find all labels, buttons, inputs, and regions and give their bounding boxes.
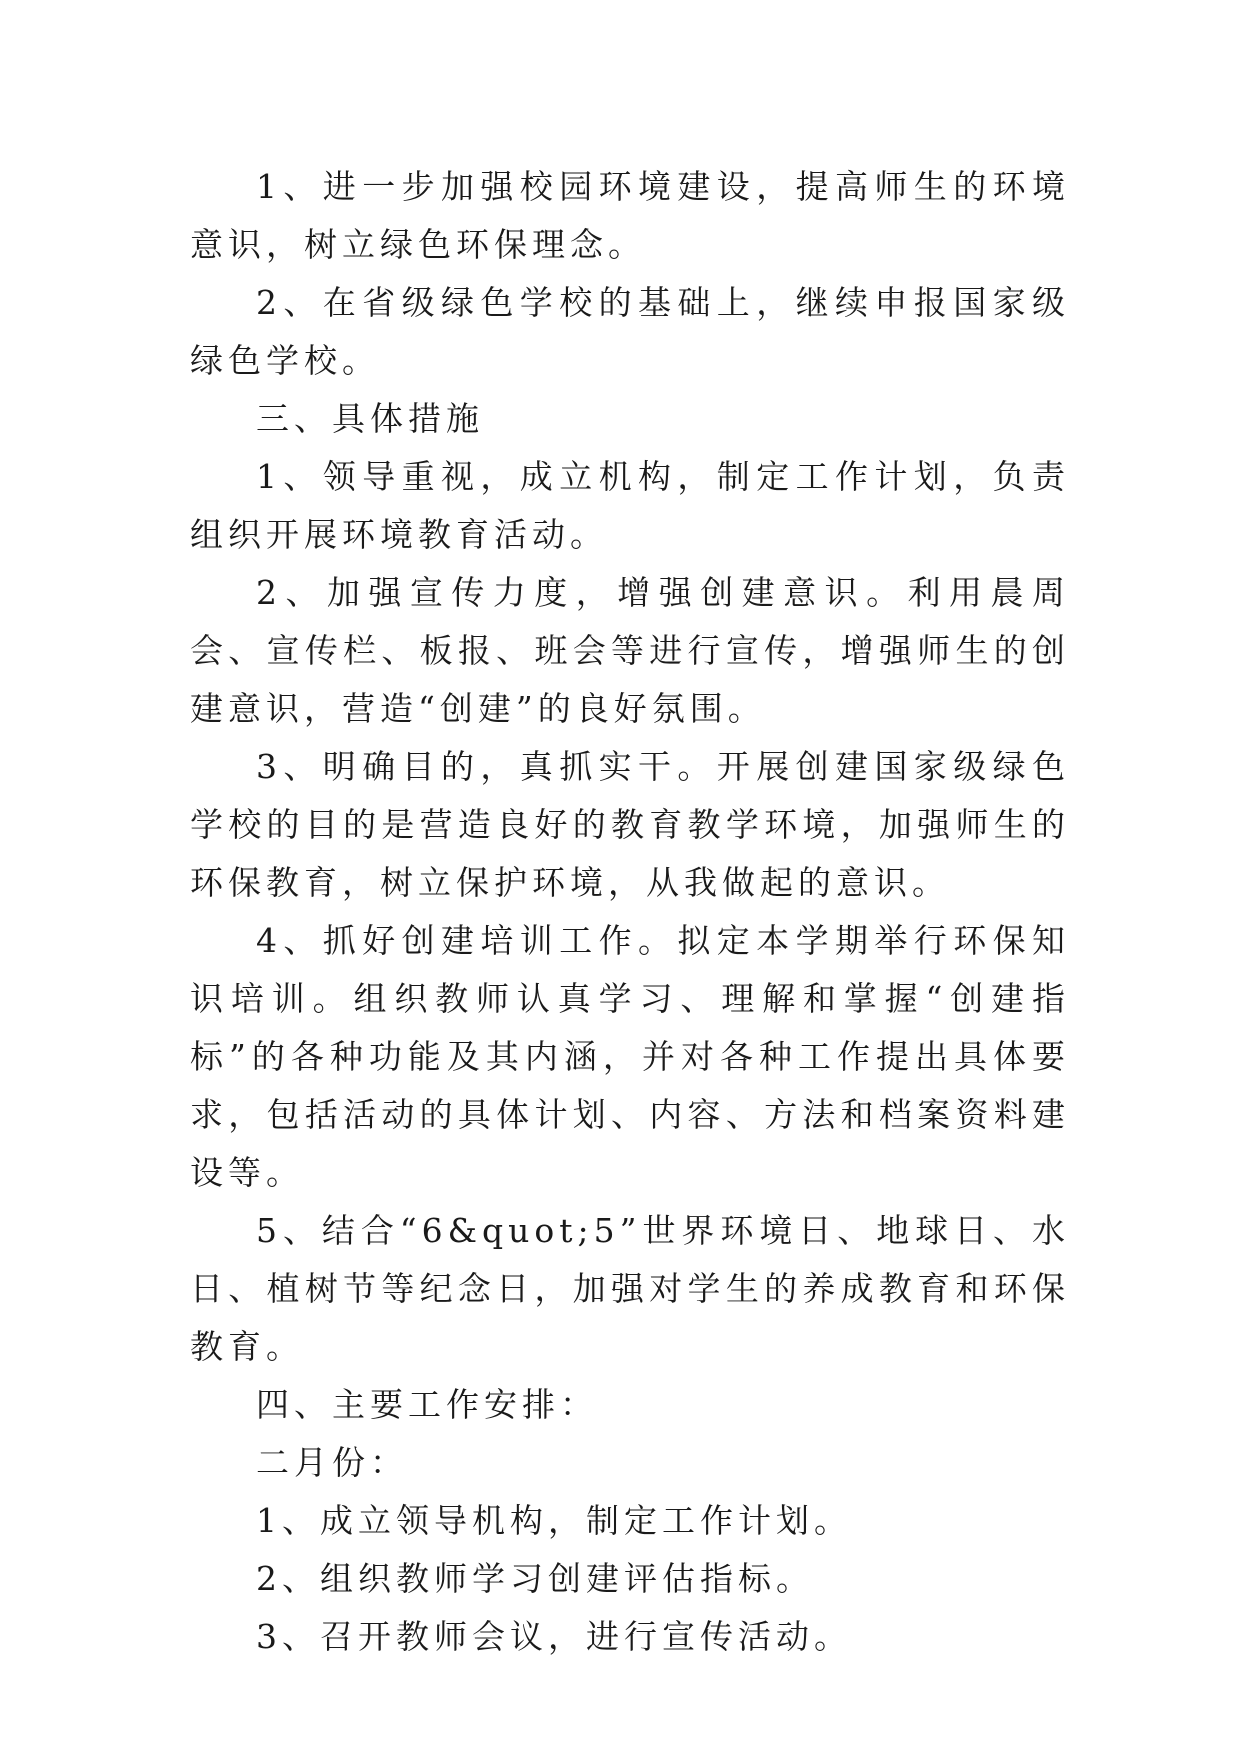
paragraph-goal-1: 1、进一步加强校园环境建设，提高师生的环境意识，树立绿色环保理念。 [190,167,1070,264]
document-body [190,158,1070,1666]
paragraph-measure-2: 2、加强宣传力度，增强创建意识。利用晨周会、宣传栏、板报、班会等进行宣传，增强师生的创建意识，营造“创建”的良好氛围。 [190,573,1070,728]
paragraph-measure-1: 1、领导重视，成立机构，制定工作计划，负责组织开展环境教育活动。 [190,457,1070,554]
paragraph-goal-2: 2、在省级绿色学校的基础上，继续申报国家级绿色学校。 [190,283,1070,380]
paragraph-measure-5: 5、结合“6&quot;5”世界环境日、地球日、水日、植树节等纪念日，加强对学生的养成教育和环保教育。 [190,1211,1070,1366]
paragraph-measure-3: 3、明确目的，真抓实干。开展创建国家级绿色学校的目的是营造良好的教育教学环境，加强师生的环保教育，树立保护环境，从我做起的意识。 [190,747,1070,902]
section-heading-schedule: 四、主要工作安排： [256,1385,598,1424]
month-heading-february: 二月份： [256,1443,408,1482]
paragraph-february-task-2: 2、组织教师学习创建评估指标。 [256,1559,814,1598]
section-heading-measures: 三、具体措施 [256,399,484,438]
paragraph-measure-4: 4、抓好创建培训工作。拟定本学期举行环保知识培训。组织教师认真学习、理解和掌握“创建指标”的各种功能及其内涵，并对各种工作提出具体要求，包括活动的具体计划、内容、方法和档案资料建设等。 [190,921,1070,1192]
paragraph-february-task-3: 3、召开教师会议，进行宣传活动。 [256,1617,852,1656]
paragraph-february-task-1: 1、成立领导机构，制定工作计划。 [256,1501,852,1540]
